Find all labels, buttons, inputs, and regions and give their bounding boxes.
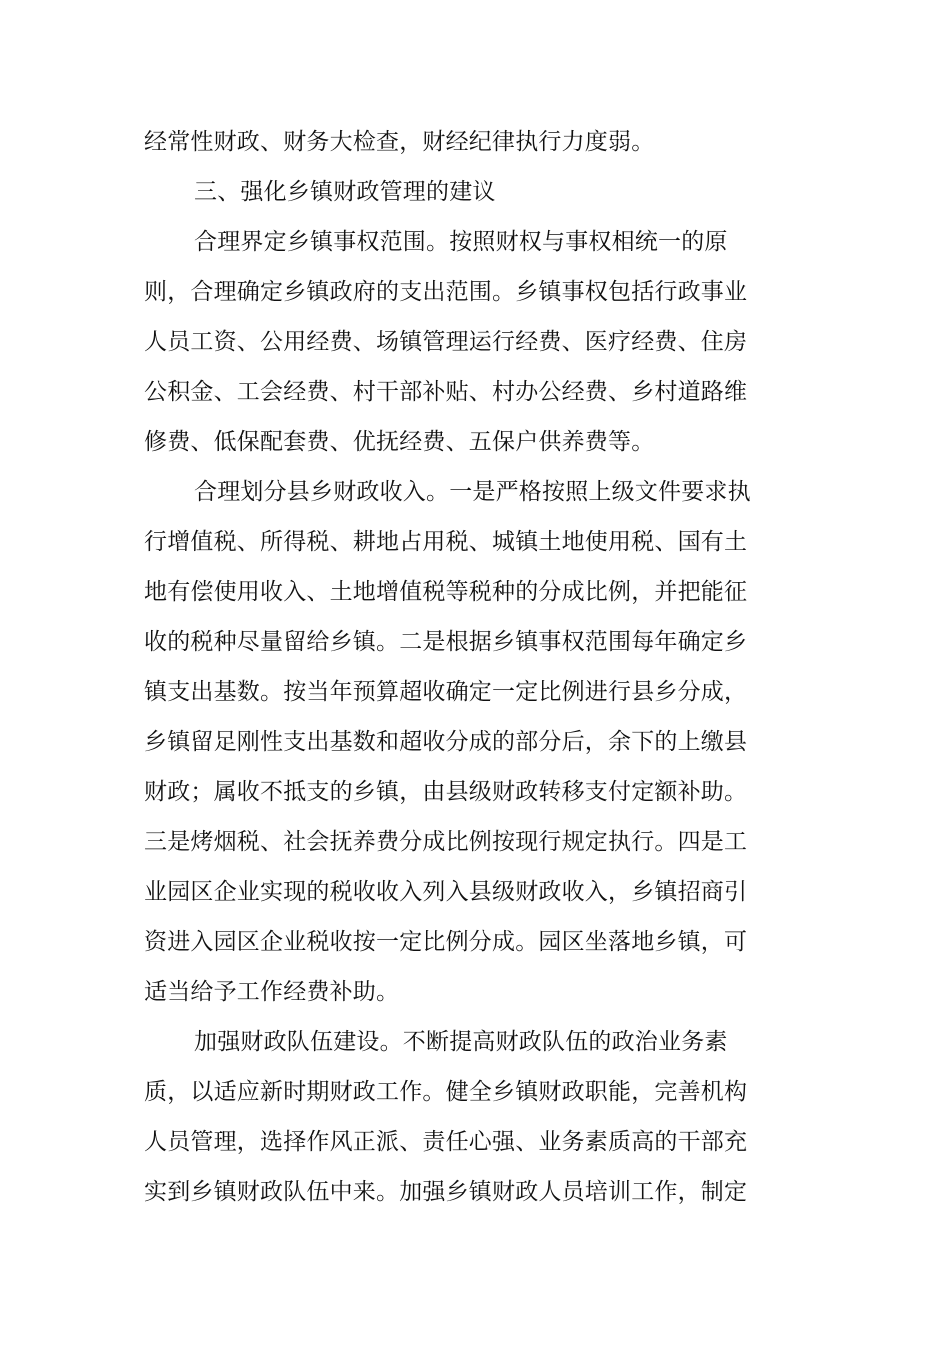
text-line: 资进入园区企业税收按一定比例分成。园区坐落地乡镇，可	[144, 929, 748, 955]
text-line: 财政；属收不抵支的乡镇，由县级财政转移支付定额补助。	[144, 779, 748, 805]
text-line: 三是烤烟税、社会抚养费分成比例按现行规定执行。四是工	[144, 829, 748, 855]
text-line: 地有偿使用收入、土地增值税等税种的分成比例，并把能征	[144, 579, 748, 605]
text-line: 修费、低保配套费、优抚经费、五保户供养费等。	[144, 429, 655, 455]
text-line: 人员管理，选择作风正派、责任心强、业务素质高的干部充	[144, 1129, 748, 1155]
text-line: 加强财政队伍建设。不断提高财政队伍的政治业务素	[194, 1029, 728, 1055]
text-line: 业园区企业实现的税收收入列入县级财政收入，乡镇招商引	[144, 879, 748, 905]
text-line: 经常性财政、财务大检查，财经纪律执行力度弱。	[144, 129, 655, 155]
text-line: 质，以适应新时期财政工作。健全乡镇财政职能，完善机构	[144, 1079, 748, 1105]
text-line: 镇支出基数。按当年预算超收确定一定比例进行县乡分成，	[144, 679, 748, 705]
text-line: 收的税种尽量留给乡镇。二是根据乡镇事权范围每年确定乡	[144, 629, 748, 655]
text-line: 合理界定乡镇事权范围。按照财权与事权相统一的原	[194, 229, 728, 255]
text-line: 则，合理确定乡镇政府的支出范围。乡镇事权包括行政事业	[144, 279, 748, 305]
text-line: 合理划分县乡财政收入。一是严格按照上级文件要求执	[194, 479, 751, 505]
text-line: 实到乡镇财政队伍中来。加强乡镇财政人员培训工作，制定	[144, 1179, 748, 1205]
text-line: 人员工资、公用经费、场镇管理运行经费、医疗经费、住房	[144, 329, 748, 355]
text-line: 公积金、工会经费、村干部补贴、村办公经费、乡村道路维	[144, 379, 748, 405]
section-heading: 三、强化乡镇财政管理的建议	[194, 179, 496, 205]
text-line: 行增值税、所得税、耕地占用税、城镇土地使用税、国有土	[144, 529, 748, 555]
text-line: 乡镇留足刚性支出基数和超收分成的部分后，余下的上缴县	[144, 729, 748, 755]
text-line: 适当给予工作经费补助。	[144, 979, 400, 1005]
